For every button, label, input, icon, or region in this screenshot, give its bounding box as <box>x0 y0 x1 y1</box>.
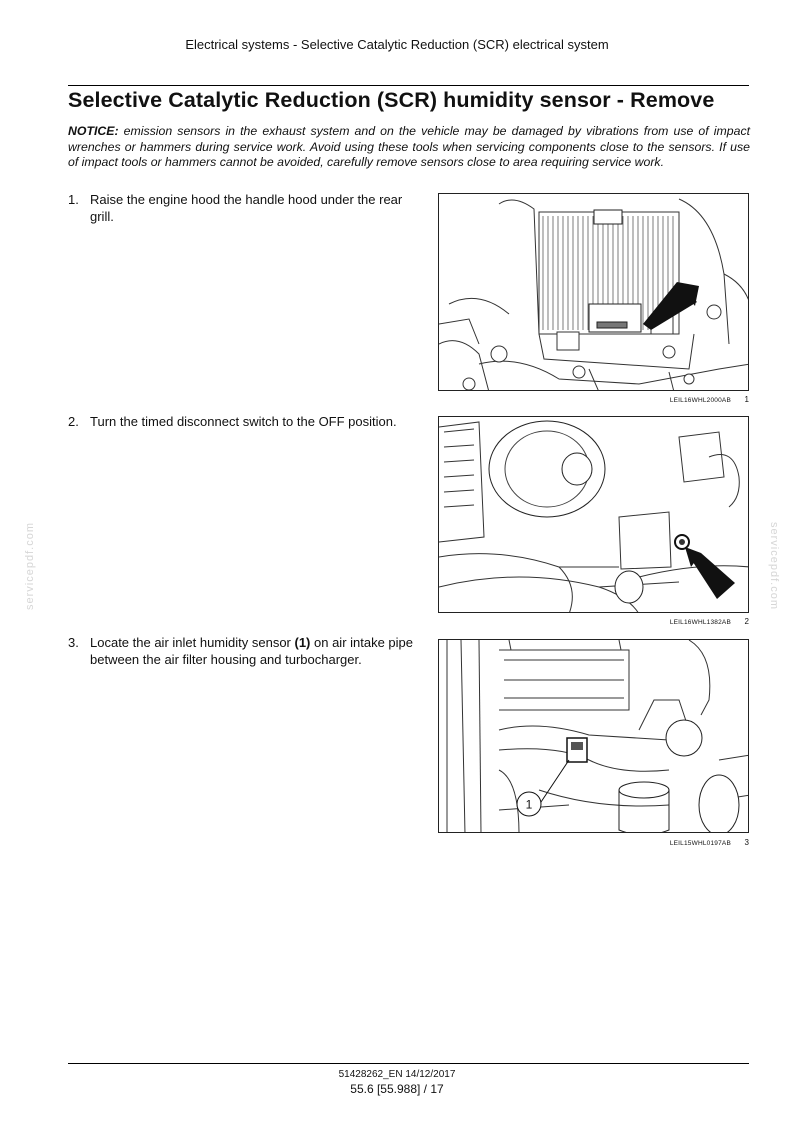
watermark-left: servicepdf.com <box>23 522 36 610</box>
page-title: Selective Catalytic Reduction (SCR) humidity sensor - Remove <box>68 88 715 112</box>
figure-2-caption <box>438 617 749 629</box>
step-number: 1. <box>68 192 79 207</box>
callout-reference: (1) <box>294 635 311 650</box>
figure-number: 3 <box>744 838 749 847</box>
step-2 <box>68 413 418 430</box>
figure-3-caption <box>438 838 749 850</box>
hood-grill-illustration <box>439 194 749 391</box>
figure-number: 1 <box>744 395 749 404</box>
step-number: 2. <box>68 414 79 429</box>
humidity-sensor-illustration <box>439 640 749 833</box>
notice-paragraph <box>68 124 750 171</box>
step-3 <box>68 634 418 668</box>
step-text: Locate the air inlet humidity sensor (1) on air intake pipe between the air filter housing and turbocharger. <box>90 635 414 667</box>
footer-page-reference: 55.6 [55.988] / 17 <box>350 1082 444 1096</box>
footer-rule <box>68 1063 749 1064</box>
figure-1-hood-grill <box>438 193 749 391</box>
running-header: Electrical systems - Selective Catalytic Reduction (SCR) electrical system <box>185 37 609 52</box>
step-1 <box>68 191 418 225</box>
figure-code: LEIL16WHL2000AB <box>669 397 731 404</box>
figure-2-disconnect-switch <box>438 416 749 613</box>
figure-code: LEIL16WHL1382AB <box>669 619 731 626</box>
header-rule <box>68 85 749 86</box>
notice-text: emission sensors in the exhaust system and on the vehicle may be damaged by vibrations from use of impact wrenches or hammers during service work. Avoid using these tools when servicing components close to the sensors. If use of impact tools or hammers cannot be avoided, carefully remove sensors close to area requiring service work. <box>68 124 751 169</box>
watermark-right: servicepdf.com <box>767 522 780 610</box>
figure-code: LEIL15WHL0197AB <box>669 840 731 847</box>
notice-label: NOTICE: <box>68 124 119 138</box>
step-number: 3. <box>68 635 79 650</box>
step-text: Turn the timed disconnect switch to the OFF position. <box>90 414 397 429</box>
figure-number: 2 <box>744 617 749 626</box>
figure-3-humidity-sensor <box>438 639 749 833</box>
step-text: Raise the engine hood the handle hood under the rear grill. <box>90 192 403 224</box>
callout-label: 1 <box>525 797 533 812</box>
figure-1-caption <box>438 395 749 407</box>
disconnect-switch-illustration <box>439 417 749 613</box>
footer-document-reference: 51428262_EN 14/12/2017 <box>338 1069 456 1080</box>
